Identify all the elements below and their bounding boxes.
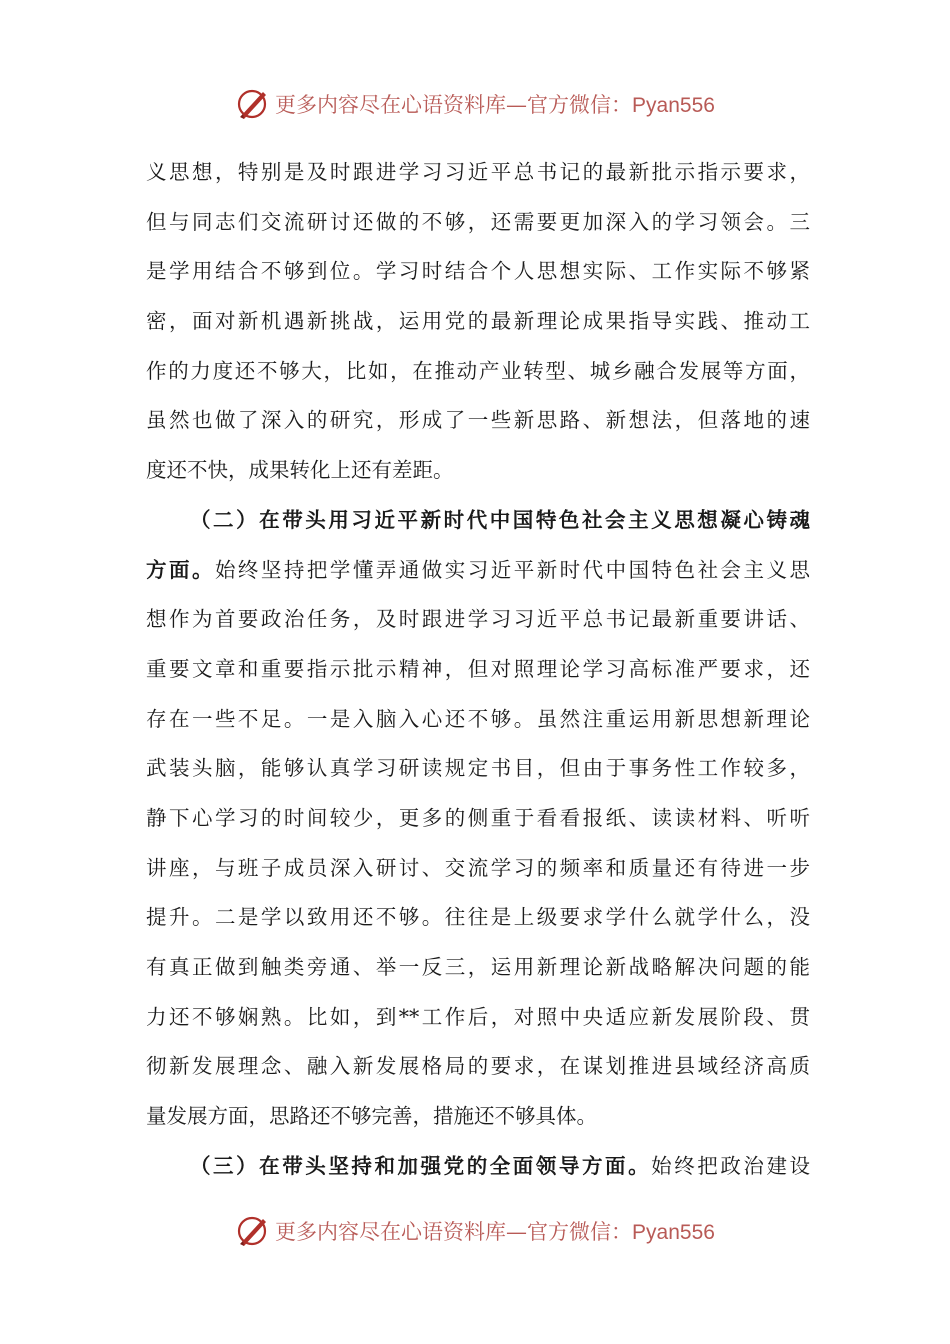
paragraph-1 — [146, 148, 810, 496]
section-heading-2 — [146, 496, 810, 546]
header-banner — [0, 84, 950, 124]
heading-text: 方面。 — [146, 557, 215, 582]
footer-site-text: 更多内容尽在心语资料库—官方微信： — [275, 1220, 633, 1244]
section-heading-3 — [146, 1142, 810, 1192]
text-line: 是学用结合不够到位。学习时结合个人思想实际、工作实际不够紧 — [146, 259, 810, 284]
footer-wechat-id: Pyan556 — [632, 1221, 715, 1244]
text-line: 讲座，与班子成员深入研讨、交流学习的频率和质量还有待进一步 — [146, 855, 810, 880]
paragraph-3 — [146, 1142, 810, 1192]
heading-text: （二）在带头用习近平新时代中国特色社会主义思想凝心铸魂 — [190, 507, 810, 532]
text-line: 量发展方面，思路还不够完善，措施还不够具体。 — [146, 1104, 597, 1129]
text-line: 存在一些不足。一是入脑入心还不够。虽然注重运用新思想新理论 — [146, 706, 810, 731]
text-line: 密，面对新机遇新挑战，运用党的最新理论成果指导实践、推动工 — [146, 309, 810, 334]
header-banner-text — [275, 89, 715, 119]
text-line: 有真正做到触类旁通、举一反三，运用新理论新战略解决问题的能 — [146, 955, 810, 979]
text-line: 义思想，特别是及时跟进学习习近平总书记的最新批示指示要求， — [146, 160, 810, 184]
paragraph-2 — [146, 496, 810, 1142]
text-line: 静下心学习的时间较少，更多的侧重于看看报纸、读读材料、听听 — [146, 805, 810, 830]
document-body — [146, 148, 810, 1191]
text-line: 彻新发展理念、融入新发展格局的要求，在谋划推进县域经济高质 — [146, 1054, 810, 1079]
footer-banner-text — [275, 1216, 715, 1246]
text-line: 提升。二是学以致用还不够。往往是上级要求学什么就学什么，没 — [146, 905, 810, 930]
body-text: 始终把政治建设 — [651, 1153, 811, 1178]
pen-circle-logo-icon — [235, 1213, 271, 1249]
text-line: 作的力度还不够大，比如，在推动产业转型、城乡融合发展等方面， — [146, 358, 810, 383]
header-wechat-id: Pyan556 — [632, 94, 715, 117]
pen-circle-logo-icon — [235, 86, 271, 122]
text-line: 武装头脑，能够认真学习研读规定书目，但由于事务性工作较多， — [146, 756, 810, 781]
text-line — [146, 546, 810, 596]
text-line: 度还不快，成果转化上还有差距。 — [146, 458, 454, 483]
body-text: 始终坚持把学懂弄通做实习近平新时代中国特色社会主义思 — [214, 557, 811, 582]
text-line: 但与同志们交流研讨还做的不够，还需要更加深入的学习领会。三 — [146, 209, 810, 234]
text-line: 想作为首要政治任务，及时跟进学习习近平总书记最新重要讲话、 — [146, 607, 810, 632]
header-site-text: 更多内容尽在心语资料库—官方微信： — [275, 93, 633, 117]
text-line: 重要文章和重要指示批示精神，但对照理论学习高标准严要求，还 — [146, 656, 810, 681]
text-line: 虽然也做了深入的研究，形成了一些新思路、新想法，但落地的速 — [146, 408, 810, 433]
footer-banner — [0, 1211, 950, 1251]
text-line: 力还不够娴熟。比如，到**工作后，对照中央适应新发展阶段、贯 — [146, 1004, 810, 1029]
heading-text: （三）在带头坚持和加强党的全面领导方面。 — [190, 1153, 652, 1178]
